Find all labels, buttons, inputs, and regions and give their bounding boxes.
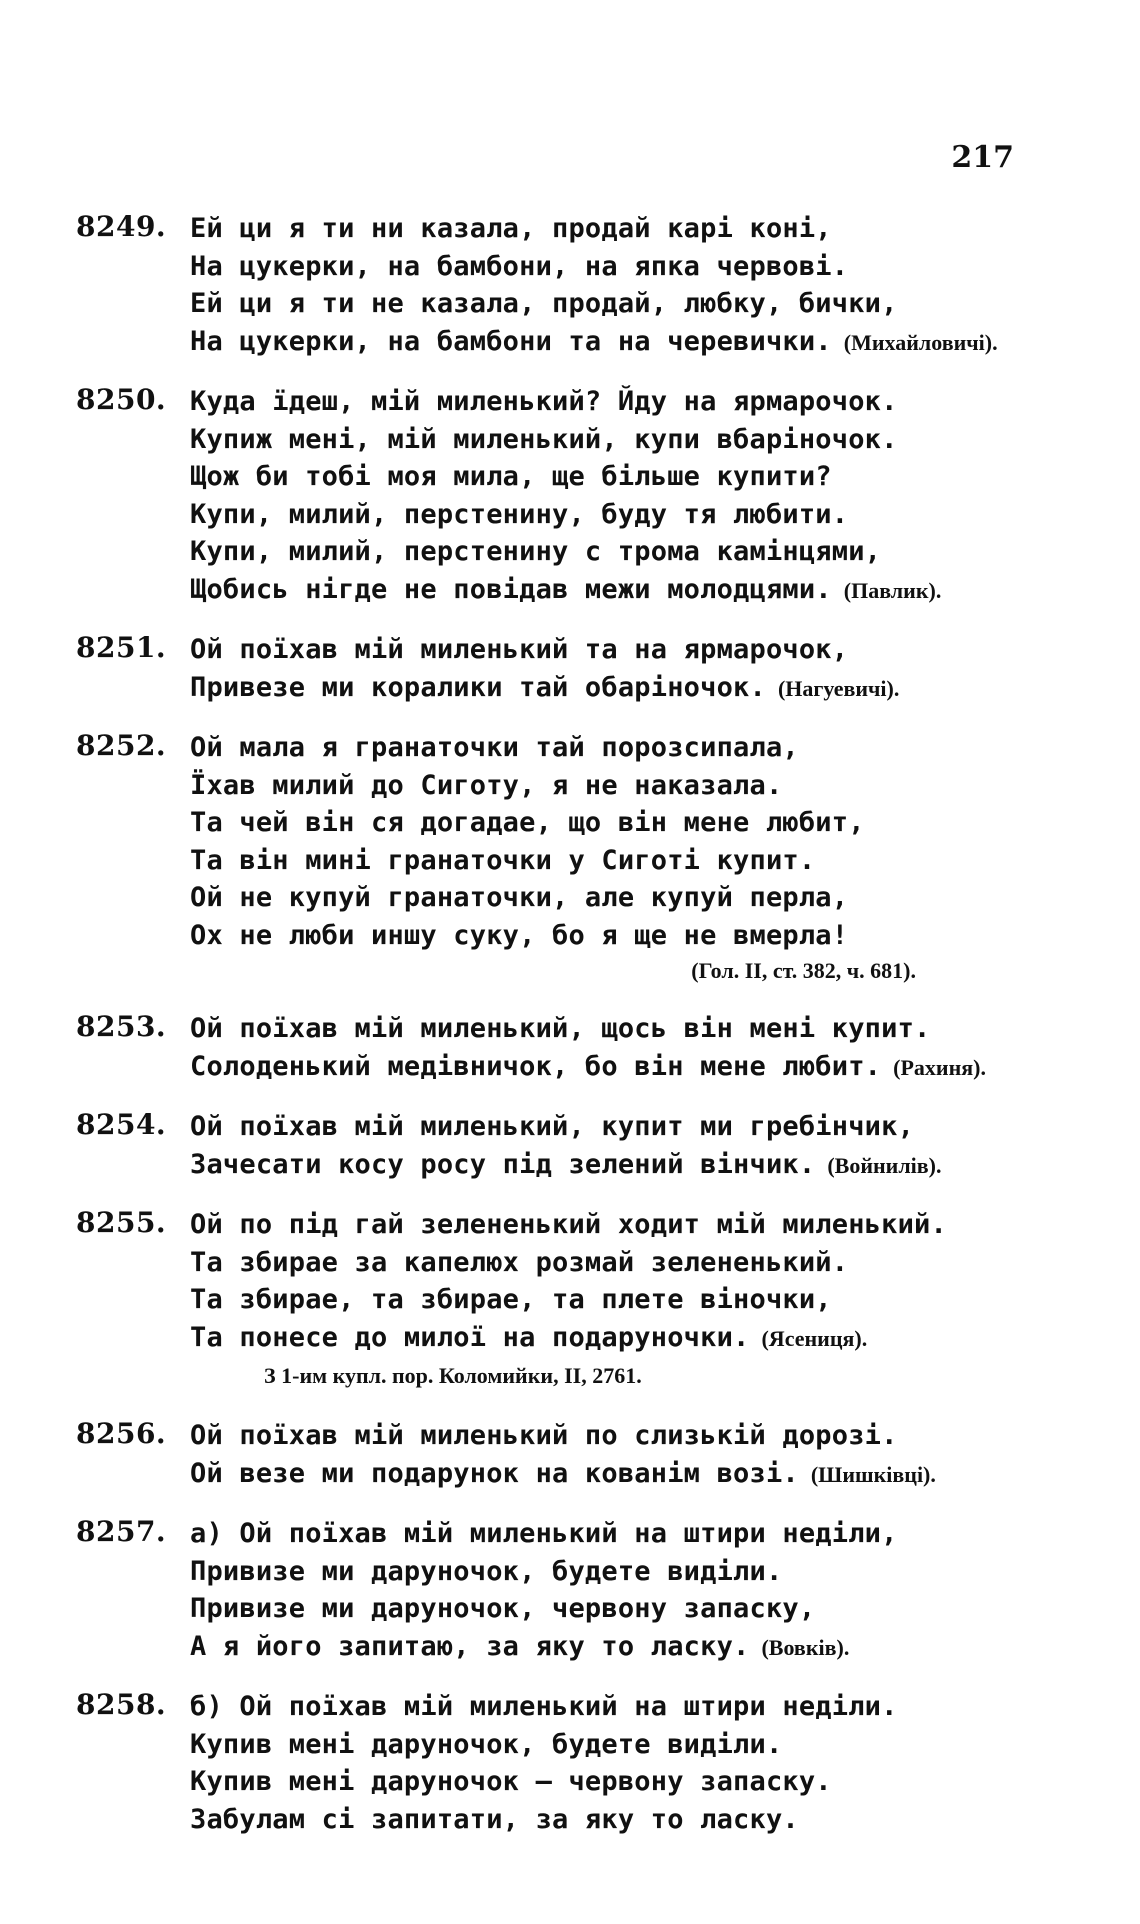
- verse-line: Ой поїхав мій миленький та на ярмарочок,: [190, 634, 849, 665]
- verse-text: Щобись нігде не повідав межи молодцями.: [190, 573, 832, 605]
- cross-reference-note: З 1-им купл. пор. Коломийки, II, 2761.: [264, 1363, 642, 1388]
- verse-line: Куда їдеш, мій миленький? Йду на ярмарочок.: [190, 386, 898, 417]
- verse-line-last: [190, 571, 996, 610]
- entry-number: 8251.: [76, 631, 167, 664]
- verse-line-last: [190, 323, 996, 362]
- song-entry-8253: [76, 1010, 996, 1086]
- verse-line: Ой поїхав мій миленький, купит ми гребінчик,: [190, 1111, 915, 1142]
- verse-line-last: [190, 1048, 996, 1087]
- verse-text: Ой везе ми подарунок на кованім возі.: [190, 1457, 799, 1489]
- entry-number: 8257.: [76, 1515, 167, 1548]
- verse-line: Та збирае за капелюх розмай зелененький.: [190, 1246, 849, 1278]
- verse-line-last: [190, 669, 996, 708]
- verse-line: Їхав милий до Сиготу, я не наказала.: [190, 769, 783, 801]
- source-attribution: (Ясениця).: [761, 1325, 868, 1351]
- verse-line-last: [190, 1319, 996, 1358]
- entry-number: 8255.: [76, 1206, 167, 1239]
- verse-line: Та він мині гранаточки у Сиготі купит.: [190, 844, 816, 876]
- entry-number: 8250.: [76, 383, 167, 416]
- verse-line: Ох не люби иншу суку, бо я ще не вмерла!: [190, 919, 849, 951]
- verse-line: Ой поїхав мій миленький, щось він мені купит.: [190, 1013, 931, 1044]
- source-attribution: (Вовків).: [761, 1634, 850, 1660]
- verse-line: Щож би тобі моя мила, ще більше купити?: [190, 461, 832, 492]
- verse-line: а) Ой поїхав мій миленький на штири неділи,: [190, 1518, 898, 1549]
- verse-text: Привезе ми коралики тай обаріночок.: [190, 671, 766, 703]
- song-entry-8257: [76, 1515, 996, 1666]
- verse-line: Та чей він ся догадае, що він мене любит,: [190, 807, 865, 838]
- verse-line: Купив мені даруночок, будете виділи.: [190, 1728, 783, 1760]
- song-entry-8251: [76, 631, 996, 707]
- entry-number: 8254.: [76, 1108, 167, 1141]
- verse-line: Купив мені даруночок — червону запаску.: [190, 1766, 832, 1797]
- song-entry-8249: [76, 210, 996, 361]
- verse-text: На цукерки, на бамбони та на черевички.: [190, 325, 832, 357]
- song-entry-8254: [76, 1108, 996, 1184]
- verse-line: Купи, милий, перстенину с трома камінцями,: [190, 536, 882, 567]
- verse-line: Привизе ми даруночок, червону запаску,: [190, 1593, 816, 1624]
- source-attribution: (Войнилів).: [827, 1152, 942, 1178]
- verse-line-last: [190, 1455, 996, 1494]
- verse-line: Купи, милий, перстенину, буду тя любити.: [190, 498, 849, 530]
- verse-line: Ей ци я ти не казала, продай, любку, бички,: [190, 288, 898, 319]
- verse-line: Привизе ми даруночок, будете виділи.: [190, 1555, 783, 1587]
- verse-text: А я його запитаю, за яку то ласку.: [190, 1630, 750, 1662]
- verse-line: Купиж мені, мій миленький, купи вбаріночок.: [190, 423, 898, 455]
- verse-line: Ой не купуй гранаточки, але купуй перла,: [190, 882, 849, 913]
- entry-number: 8258.: [76, 1688, 167, 1721]
- source-attribution: (Гол. II, ст. 382, ч. 681).: [691, 958, 916, 983]
- verse-line-last: [190, 1628, 996, 1667]
- verse-text: Солоденький медівничок, бо він мене любит.: [190, 1050, 882, 1082]
- verse-line: На цукерки, на бамбони, на япка червові.: [190, 250, 849, 282]
- verse-line: Ой поїхав мій миленький по слизькій дорозі.: [190, 1420, 898, 1451]
- source-attribution: (Михайловичі).: [843, 329, 998, 355]
- source-attribution: (Павлик).: [843, 577, 942, 603]
- verse-line: Та збирае, та збирае, та плете віночки,: [190, 1284, 832, 1315]
- verse-text: Зачесати косу росу під зелений вінчик.: [190, 1148, 816, 1180]
- verse-line-last: [190, 1146, 996, 1185]
- entry-number: 8249.: [76, 210, 167, 243]
- song-entry-8252: [76, 729, 996, 988]
- source-attribution: (Шишківці).: [810, 1461, 936, 1487]
- song-entry-8255: [76, 1206, 996, 1395]
- song-entry-8250: [76, 383, 996, 609]
- entry-number: 8256.: [76, 1417, 167, 1450]
- entry-number: 8253.: [76, 1010, 167, 1043]
- verse-line: Ой мала я гранаточки тай порозсипала,: [190, 732, 799, 763]
- song-entry-8256: [76, 1417, 996, 1493]
- source-attribution: (Нагуевичі).: [777, 675, 900, 701]
- song-entry-8258: [76, 1688, 996, 1838]
- verse-line: Ей ци я ти ни казала, продай карі коні,: [190, 213, 832, 244]
- verse-text: Та понесе до милої на подаруночки.: [190, 1321, 750, 1353]
- verse-line: Ой по під гай зелененький ходит мій миленький.: [190, 1209, 947, 1240]
- verse-line: б) Ой поїхав мій миленький на штири неділи.: [190, 1691, 898, 1722]
- song-entries: [76, 210, 996, 1860]
- source-attribution: (Рахиня).: [893, 1054, 986, 1080]
- verse-line: Забулам сі запитати, за яку то ласку.: [190, 1803, 799, 1835]
- page-number: 217: [951, 140, 1014, 175]
- entry-number: 8252.: [76, 729, 167, 762]
